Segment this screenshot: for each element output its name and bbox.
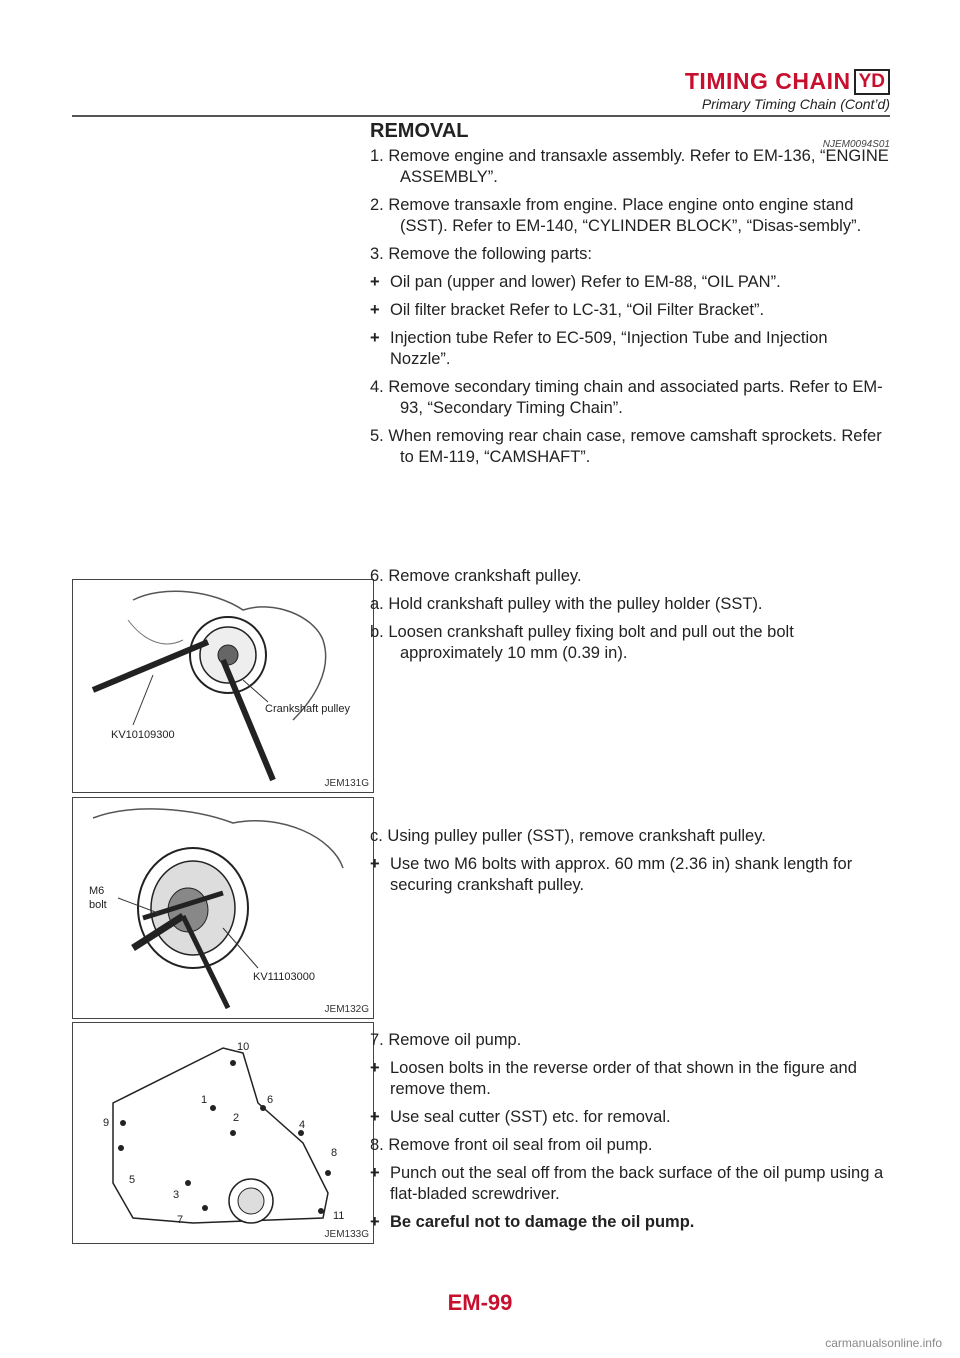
bullet-loosen-bolts: [370, 1058, 892, 1100]
bullet-seal-cutter: [370, 1107, 892, 1128]
step-8: 8. Remove front oil seal from oil pump.: [370, 1136, 653, 1154]
bolt-number: 9: [103, 1117, 110, 1129]
bullet-mark: +: [370, 1108, 380, 1126]
pump-steps: [370, 1030, 892, 1240]
bullet-injection-tube: [370, 328, 892, 370]
bullet-mark: +: [370, 273, 380, 291]
bullet-mark: +: [370, 1059, 380, 1077]
figure-id: JEM131G: [324, 778, 369, 789]
bullet-mark: +: [370, 855, 380, 873]
section-title: REMOVAL: [370, 120, 469, 142]
bullet-text: Injection tube Refer to EC-509, “Injection Tube and Injection Nozzle”.: [390, 329, 828, 368]
bullet-text: Loosen bolts in the reverse order of that shown in the figure and remove them.: [390, 1059, 857, 1098]
bolt-label-m6: M6: [89, 885, 105, 897]
figure-jem132g: [72, 797, 374, 1019]
watermark: carmanualsonline.info: [825, 1336, 942, 1350]
engine-badge: YD: [854, 69, 890, 95]
removal-steps: [370, 146, 892, 475]
title-row: [685, 68, 890, 95]
figure-jem133g: [72, 1022, 374, 1244]
bullet-mark: +: [370, 301, 380, 319]
step-5: 5. When removing rear chain case, remove camshaft sprockets. Refer to EM-119, “CAMSHAFT”.: [370, 427, 882, 466]
step-4: 4. Remove secondary timing chain and associated parts. Refer to EM-93, “Secondary Timing Chain”.: [370, 378, 883, 417]
caution-text: Be careful not to damage the oil pump.: [390, 1213, 695, 1231]
step-6b: b. Loosen crankshaft pulley fixing bolt and pull out the bolt approximately 10 mm (0.39 in).: [370, 623, 794, 662]
oil-pump-bolt-order-illustration: [73, 1023, 373, 1243]
tool-label: KV10109300: [111, 729, 175, 741]
page-number: EM-99: [447, 1290, 513, 1315]
crankshaft-pulley-holder-illustration: [73, 580, 373, 792]
bullet-mark: +: [370, 1213, 380, 1231]
section-code: NJEM0094S01: [822, 139, 890, 150]
step-7: 7. Remove oil pump.: [370, 1031, 522, 1049]
pulley-steps: [370, 566, 892, 671]
puller-steps: [370, 826, 892, 903]
bolt-number: 1: [201, 1094, 208, 1106]
bolt-number: 11: [333, 1210, 345, 1222]
tool-label: KV11103000: [253, 971, 315, 983]
bolt-number: 3: [173, 1189, 180, 1201]
bolt-number: 7: [177, 1214, 184, 1226]
bullet-oil-filter: [370, 300, 892, 321]
step-3: 3. Remove the following parts:: [370, 245, 592, 263]
page-subtitle: Primary Timing Chain (Cont’d): [701, 96, 890, 112]
pulley-puller-illustration: [73, 798, 373, 1018]
bullet-m6-bolts: [370, 854, 892, 896]
bullet-oil-pan: [370, 272, 892, 293]
figure-jem131g: [72, 579, 374, 793]
bullet-mark: +: [370, 1164, 380, 1182]
bolt-number: 8: [331, 1147, 338, 1159]
bullet-text: Oil filter bracket Refer to LC-31, “Oil Filter Bracket”.: [390, 301, 765, 319]
page-header: [0, 0, 960, 112]
bullet-mark: +: [370, 329, 380, 347]
part-label: Crankshaft pulley: [265, 703, 350, 715]
bullet-punch-seal: [370, 1163, 892, 1205]
bullet-text: Punch out the seal off from the back surface of the oil pump using a flat-bladed screwdriver.: [390, 1164, 884, 1203]
bullet-text: Use two M6 bolts with approx. 60 mm (2.36 in) shank length for securing crankshaft pulley.: [390, 855, 853, 894]
bolt-number: 6: [267, 1094, 274, 1106]
bolt-number: 5: [129, 1174, 136, 1186]
step-2: 2. Remove transaxle from engine. Place engine onto engine stand (SST). Refer to EM-140, “CYLINDER BLOCK”, “Disas-sembly”.: [370, 196, 862, 235]
step-6c: c. Using pulley puller (SST), remove crankshaft pulley.: [370, 827, 766, 845]
figure-id: JEM132G: [324, 1004, 369, 1015]
bullet-caution: [370, 1212, 892, 1233]
step-6a: a. Hold crankshaft pulley with the pulley holder (SST).: [370, 595, 763, 613]
bullet-text: Oil pan (upper and lower) Refer to EM-88, “OIL PAN”.: [390, 273, 781, 291]
step-6: 6. Remove crankshaft pulley.: [370, 567, 582, 585]
bolt-number: 10: [237, 1041, 250, 1053]
bullet-text: Use seal cutter (SST) etc. for removal.: [390, 1108, 671, 1126]
page-title: TIMING CHAIN: [684, 68, 851, 94]
bolt-number: 2: [233, 1112, 240, 1124]
header-rule: [72, 115, 890, 117]
step-1: 1. Remove engine and transaxle assembly. Refer to EM-136, “ENGINE ASSEMBLY”.: [370, 147, 889, 186]
bolt-number: 4: [299, 1119, 306, 1131]
figure-id: JEM133G: [324, 1229, 369, 1240]
bolt-label-bolt: bolt: [89, 899, 107, 911]
